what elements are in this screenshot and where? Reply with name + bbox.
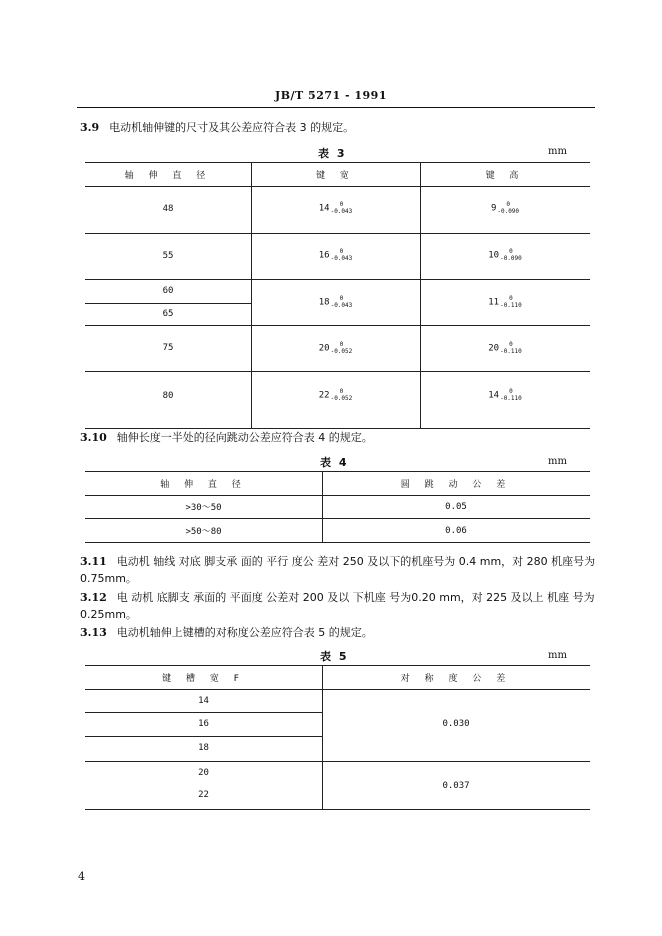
table-top-rule xyxy=(85,665,590,666)
shaft-diameter: 65 xyxy=(162,309,174,319)
clause-3-11 xyxy=(80,553,598,587)
table-header-rule xyxy=(85,186,590,187)
row-rule xyxy=(85,761,590,762)
shaft-diameter: 75 xyxy=(162,343,174,353)
key-width: 18 0 -0.043 xyxy=(318,295,353,309)
symmetry-tolerance: 0.037 xyxy=(442,781,470,791)
clause-number: 3.10 xyxy=(80,431,107,444)
table-header-rule xyxy=(85,689,590,690)
header-rule xyxy=(77,107,595,108)
runout-tolerance: 0.06 xyxy=(445,526,467,536)
key-width: 20 0 -0.052 xyxy=(318,341,353,355)
header-runout-tolerance: 圆 跳 动 公 差 xyxy=(400,480,512,490)
row-rule xyxy=(85,233,590,234)
table-unit: mm xyxy=(548,456,567,467)
clause-3-13 xyxy=(80,624,598,641)
key-height: 20 0 -0.110 xyxy=(488,341,522,355)
runout-tolerance: 0.05 xyxy=(445,502,467,512)
document-header: JB/T 5271 - 1991 xyxy=(275,89,387,102)
clause-text: 电动机轴伸上键槽的对称度公差应符合表 5 的规定。 xyxy=(116,626,373,639)
row-rule xyxy=(85,518,590,519)
table-header-rule xyxy=(85,495,590,496)
header-key-height: 键 高 xyxy=(485,171,525,181)
header-symmetry-tolerance: 对 称 度 公 差 xyxy=(400,674,512,684)
row-rule xyxy=(85,371,590,372)
table-unit: mm xyxy=(548,146,567,157)
table-title: 表 3 xyxy=(318,147,347,160)
header-shaft-diameter: 轴 伸 直 径 xyxy=(124,171,212,181)
row-rule xyxy=(85,736,322,737)
diameter-range: >50～80 xyxy=(185,527,222,537)
table-top-rule xyxy=(85,471,590,472)
keyway-width: 20 xyxy=(198,768,209,778)
keyway-width: 18 xyxy=(198,743,209,753)
keyway-width: 22 xyxy=(198,790,209,800)
row-rule xyxy=(85,325,590,326)
key-height: 10 0 -0.090 xyxy=(488,248,522,262)
key-height: 14 0 -0.110 xyxy=(488,388,522,402)
diameter-range: >30～50 xyxy=(185,503,222,513)
clause-text: 电动机轴伸键的尺寸及其公差应符合表 3 的规定。 xyxy=(109,121,355,134)
clause-3-9 xyxy=(80,119,600,136)
table-unit: mm xyxy=(548,650,567,661)
shaft-diameter: 48 xyxy=(162,204,174,214)
key-width: 16 0 -0.043 xyxy=(318,248,353,262)
table-title: 表 5 xyxy=(320,650,349,663)
shaft-diameter: 60 xyxy=(162,286,174,296)
keyway-width: 14 xyxy=(198,696,209,706)
clause-number: 3.12 xyxy=(80,591,107,604)
page-number: 4 xyxy=(78,870,85,883)
clause-number: 3.11 xyxy=(80,555,107,568)
key-width: 14 0 -0.043 xyxy=(318,201,353,215)
clause-text: 电动机 轴线 对底 脚支承 面的 平行 度公 差对 250 及以下的机座号为 0.4 mm，对 280 机座号为 0.75mm。 xyxy=(80,555,596,585)
table-top-rule xyxy=(85,162,590,163)
header-key-width: 键 宽 xyxy=(316,171,355,181)
row-rule xyxy=(85,279,590,280)
clause-3-12 xyxy=(80,589,598,623)
shaft-diameter: 80 xyxy=(162,391,174,401)
clause-number: 3.13 xyxy=(80,626,107,639)
clause-text: 轴伸长度一半处的径向跳动公差应符合表 4 的规定。 xyxy=(116,431,373,444)
keyway-width: 16 xyxy=(198,719,209,729)
row-rule xyxy=(85,712,322,713)
symmetry-tolerance: 0.030 xyxy=(442,719,470,729)
clause-number: 3.9 xyxy=(80,121,100,134)
table-title: 表 4 xyxy=(320,456,349,469)
table-bottom-rule xyxy=(85,809,590,810)
key-width: 22 0 -0.052 xyxy=(318,388,353,402)
shaft-diameter: 55 xyxy=(162,251,174,261)
row-rule xyxy=(85,303,251,304)
key-height: 11 0 -0.110 xyxy=(488,295,522,309)
header-shaft-diameter: 轴 伸 直 径 xyxy=(160,480,247,490)
clause-text: 电 动机 底脚支 承面的 平面度 公差对 200 及以 下机座 号为0.20 mm，对 225 及以上 机座 号为 0.25mm。 xyxy=(80,591,595,621)
header-keyway-width: 键 槽 宽 F xyxy=(162,674,245,684)
key-height: 9 0 -0.090 xyxy=(490,201,520,215)
table-bottom-rule xyxy=(85,542,590,543)
clause-3-10 xyxy=(80,429,600,446)
